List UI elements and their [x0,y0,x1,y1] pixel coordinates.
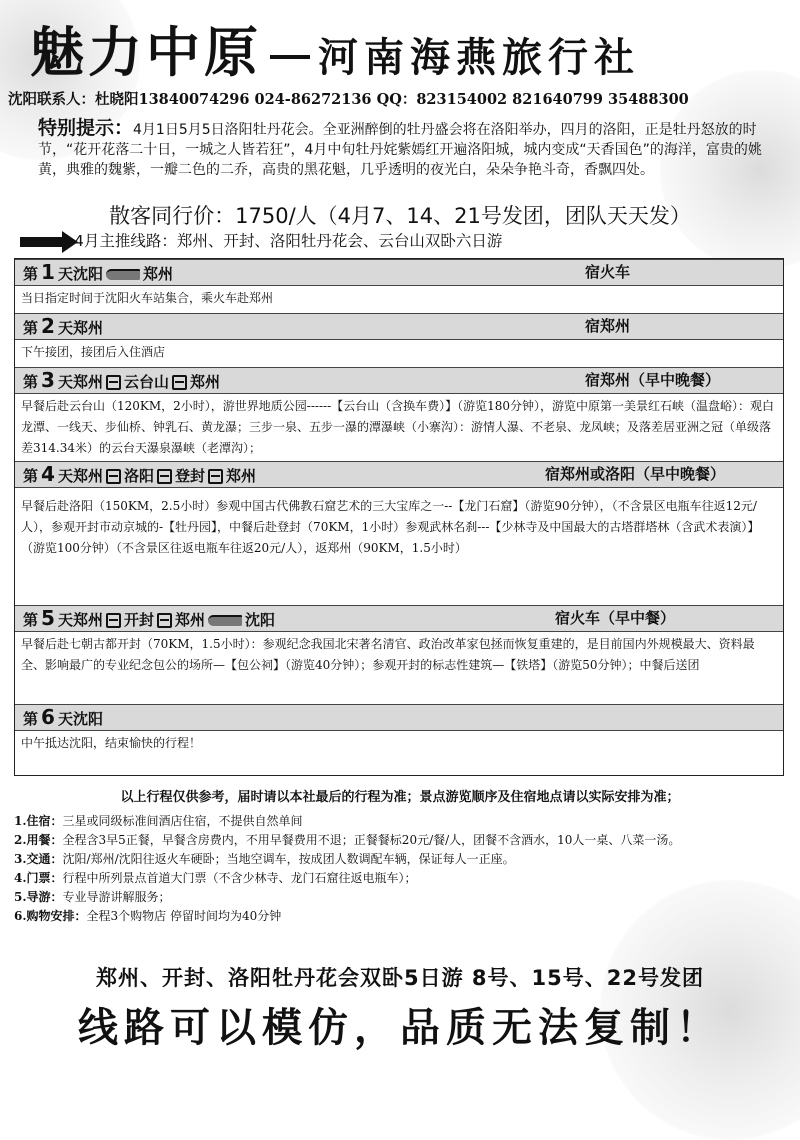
departure-banner: 郑州、开封、洛阳牡丹花会双卧5日游 8号、15号、22号发团 [96,966,704,990]
day-description: 早餐后赴云台山（120KM，2小时），游世界地质公园------【云台山（含换车费）】（游览180分钟），游览中原第一美景红石峡（温盘峪）：观白龙潭、一线天、步仙桥、钟乳石、黄龙瀑；三步一泉、五步一瀑的潭瀑峡（小寨沟）：游情人瀑、不老泉、龙凤峡；及落差居亚洲之冠（单级落差314.34米）的云台天瀑泉瀑峡（老潭沟）； [21,399,775,455]
notice-text: 4月1日5月5日洛阳牡丹花会。全亚洲醉倒的牡丹盛会将在洛阳举办，四月的洛阳，正是牡丹怒放的时节，“花开花落二十日，一城之人皆若狂”，4月中旬牡丹姹紫嫣红开遍洛阳城，城内变成“天香国色”的海洋，富贵的姚黄，典雅的魏紫，一瓣二色的二乔，高贵的黑花魁，几乎透明的夜光白，朵朵争艳斗奇，香飘四处。 [38,122,762,178]
group-price: 散客同行价：1750/人（4月7、14、21号发团，团队天天发） [109,204,691,228]
slogan: 线路可以模仿，品质无法复制！ [78,1005,722,1051]
title-main: 魅力中原 [30,20,262,84]
day-header: 第 5 天郑州 开封 郑州 沈阳 宿火车（早中餐） [15,605,783,632]
list-item: 1.住宿： 三星或同级标准间酒店住宿，不提供自然单间 [14,814,303,828]
notice-label: 特别提示： [38,117,134,139]
list-item: 2.用餐： 全程含3早5正餐，早餐含房费内，不用早餐费用不退；正餐餐标20元/餐/人，团餐不含酒水，10人一桌、八菜一汤。 [14,833,681,847]
day-header: 第 4 天郑州 洛阳 登封 郑州 宿郑州或洛阳（早中晚餐） [15,461,783,488]
day-stay: 宿火车（早中餐） [555,609,676,627]
disclaimer: 以上行程仅供参考，届时请以本社最后的行程为准；景点游览顺序及住宿地点请以实际安排为准； [120,790,680,805]
day-stay: 宿火车 [585,263,631,281]
bus-icon [106,469,121,484]
arrow-right-icon [20,237,64,247]
day-stay: 宿郑州 [585,317,631,335]
list-item: 6.购物安排： 全程3个购物店 停留时间均为40分钟 [14,909,282,923]
day-description: 中午抵达沈阳，结束愉快的行程！ [21,736,202,750]
contact-line: 沈阳联系人：杜晓阳13840074296 024-86272136 QQ：823154002 821640799 35488300 [8,91,689,108]
terms-list [14,812,794,926]
bus-icon [106,375,121,390]
day-header: 第 2 天郑州 宿郑州 [15,313,783,340]
bus-icon [208,469,223,484]
day-stay: 宿郑州或洛阳（早中晚餐） [545,465,726,483]
bus-icon [157,613,172,628]
page-title [30,10,790,82]
day-header: 第 6 天沈阳 [15,704,783,731]
list-item: 3.交通： 沈阳/郑州/沈阳往返火车硬卧；当地空调车，按成团人数调配车辆，保证每人一正座。 [14,852,515,866]
day-description: 早餐后赴洛阳（150KM，2.5小时）参观中国古代佛教石窟艺术的三大宝库之一--【龙门石窟】（游览90分钟），（不含景区电瓶车往返12元/人），参观开封市动京城的-【牡丹园】，中餐后赴登封（70KM，1小时）参观武林名刹---【少林寺及中国最大的古塔群塔林（含武术表演）】（游览100分钟）（不含景区往返电瓶车往返20元/人），返郑州（90KM，1.5小时） [21,499,760,555]
main-route-text: 4月主推线路：郑州、开封、洛阳牡丹花会、云台山双卧六日游 [74,232,503,250]
list-item: 4.门票： 行程中所列景点首道大门票（不含少林寺、龙门石窟往返电瓶车）； [14,871,417,885]
train-icon [106,269,140,280]
list-item: 5.导游： 专业导游讲解服务； [14,890,171,904]
bus-icon [172,375,187,390]
day-description: 下午接团，接团后入住酒店 [21,345,166,359]
special-notice [38,118,768,180]
day-header: 第 3 天郑州 云台山 郑州 宿郑州（早中晚餐） [15,367,783,394]
title-sub: 河南海燕旅行社 [318,34,640,81]
train-icon [208,615,242,626]
day-stay: 宿郑州（早中晚餐） [585,371,721,389]
bus-icon [157,469,172,484]
itinerary-table [14,258,784,776]
day-description: 当日指定时间于沈阳火车站集合，乘火车赴郑州 [21,291,274,305]
title-dash [270,55,310,59]
day-header: 第 1 天沈阳 郑州 宿火车 [15,259,783,286]
day-description: 早餐后赴七朝古都开封（70KM，1.5小时）：参观纪念我国北宋著名清官、政治改革家包拯而恢复重建的，是目前国内外规模最大、资料最全、影响最广的专业纪念包公的场所—【包公祠】（游览40分钟）；参观开封的标志性建筑—【铁塔】（游览50分钟）；中餐后送团 [21,637,755,672]
main-route [20,229,790,251]
bus-icon [106,613,121,628]
